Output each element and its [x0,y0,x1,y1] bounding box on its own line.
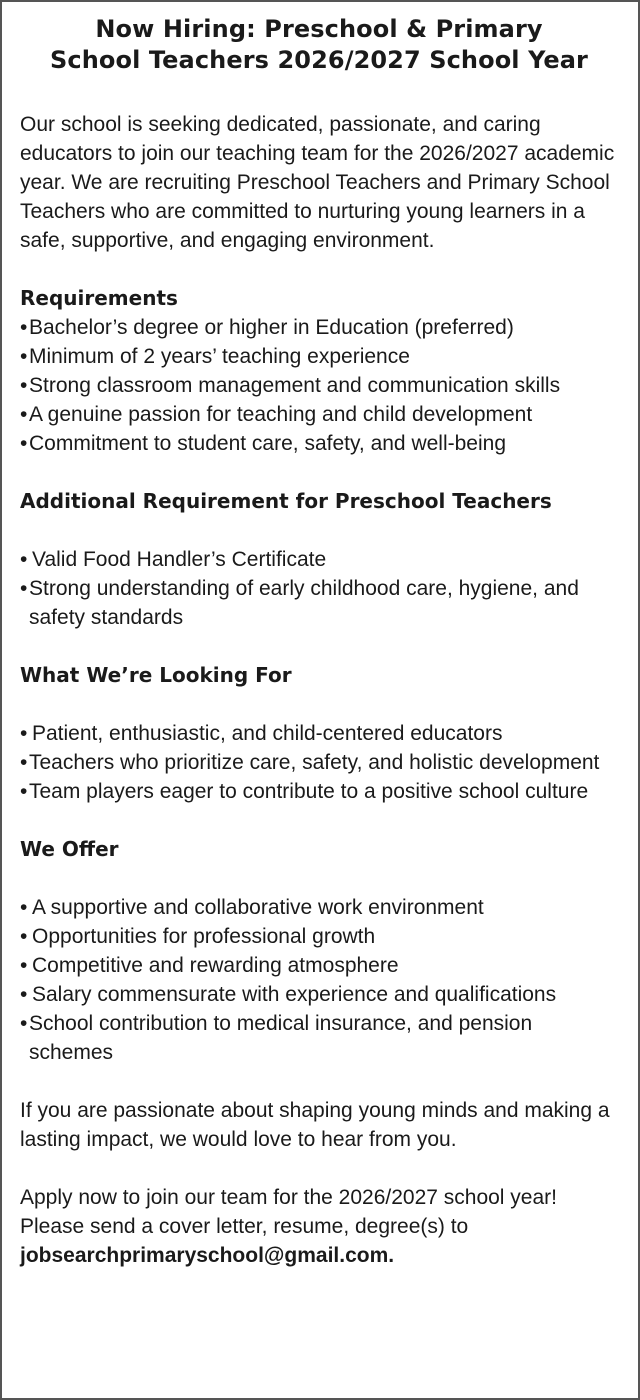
list-item [20,545,618,574]
bullet: • [20,374,28,397]
we-offer-heading: We Offer [20,837,119,861]
bullet: • [20,577,28,600]
closing-paragraph: If you are passionate about shaping young minds and making a lasting impact, we would love to hear from you. [20,1099,610,1151]
list-item [20,748,618,777]
list-item-text: Strong classroom management and communication skills [29,374,561,397]
bullet: • [20,896,28,919]
list-item-text: Opportunities for professional growth [32,925,376,948]
list-item-text: Bachelor’s degree or higher in Education (preferred) [29,316,514,339]
bullet: • [20,548,28,571]
list-item [20,574,618,632]
list-item [20,313,618,342]
page-title [20,14,618,76]
list-item [20,342,618,371]
contact-email: jobsearchprimaryschool@gmail.com. [20,1244,395,1267]
bullet: • [20,780,28,803]
list-item-text: Patient, enthusiastic, and child-centered educators [32,722,503,745]
title-line-2: School Teachers 2026/2027 School Year [50,46,588,74]
bullet: • [20,316,28,339]
title-line-1: Now Hiring: Preschool & Primary [95,15,543,43]
list-item [20,951,618,980]
list-item-text: School contribution to medical insurance, and pension schemes [29,1012,533,1064]
list-item [20,777,618,806]
bullet: • [20,983,28,1006]
list-item-text: Team players eager to contribute to a positive school culture [29,780,589,803]
preschool-requirements-heading: Additional Requirement for Preschool Teachers [20,489,552,513]
bullet: • [20,345,28,368]
list-item-text: Commitment to student care, safety, and well-being [29,432,507,455]
apply-paragraph [20,1183,618,1270]
list-item [20,400,618,429]
requirements-heading: Requirements [20,286,178,310]
bullet: • [20,1012,28,1035]
apply-text: Apply now to join our team for the 2026/2027 school year! Please send a cover letter, resume, degree(s) to [20,1186,557,1238]
list-item-text: Valid Food Handler’s Certificate [32,548,327,571]
list-item [20,371,618,400]
requirements-list [20,313,618,458]
bullet: • [20,403,28,426]
list-item [20,980,618,1009]
bullet: • [20,954,28,977]
bullet: • [20,925,28,948]
looking-for-list [20,719,618,806]
list-item-text: A supportive and collaborative work environment [32,896,484,919]
list-item [20,922,618,951]
preschool-requirements-list [20,545,618,632]
list-item [20,893,618,922]
list-item-text: Salary commensurate with experience and qualifications [32,983,557,1006]
we-offer-list [20,893,618,1067]
list-item [20,719,618,748]
list-item-text: Minimum of 2 years’ teaching experience [29,345,410,368]
list-item [20,1009,618,1067]
bullet: • [20,751,28,774]
list-item-text: A genuine passion for teaching and child development [29,403,533,426]
bullet: • [20,722,28,745]
list-item [20,429,618,458]
intro-paragraph: Our school is seeking dedicated, passionate, and caring educators to join our teaching team for the 2026/2027 academic year. We are recruiting Preschool Teachers and Primary School Teachers who are committed to nurturing young learners in a safe, supportive, and engaging environment. [20,113,615,252]
list-item-text: Competitive and rewarding atmosphere [32,954,399,977]
list-item-text: Teachers who prioritize care, safety, and holistic development [29,751,600,774]
bullet: • [20,432,28,455]
looking-for-heading: What We’re Looking For [20,663,292,687]
list-item-text: Strong understanding of early childhood care, hygiene, and safety standards [29,577,579,629]
